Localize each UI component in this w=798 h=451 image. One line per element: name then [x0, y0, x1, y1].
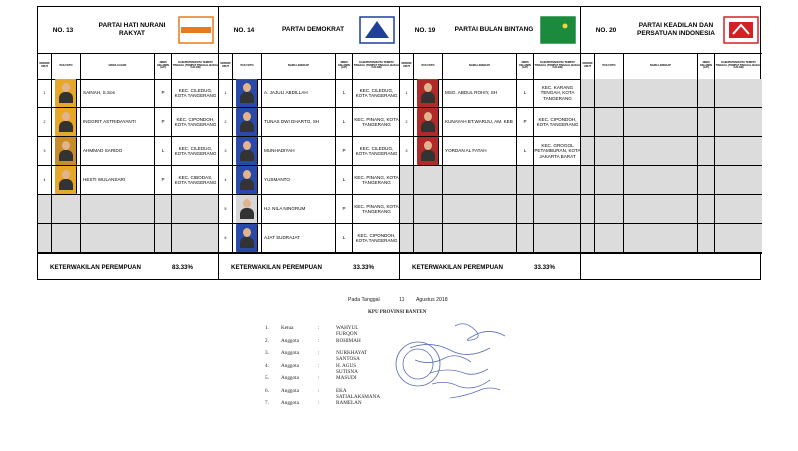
photo-head-icon	[243, 228, 251, 237]
empty-cell	[698, 79, 715, 107]
candidate-photo-cell	[233, 108, 262, 136]
header-no-urut: NOMOR URUT	[38, 53, 52, 79]
member-name: H. AGUS SUTISNA	[336, 362, 358, 375]
empty-row	[581, 137, 762, 166]
empty-cell	[715, 224, 762, 252]
header-kabupaten: KABUPATEN/KOTA TEMPAT TINGGAL (TEMPAT TINGGAL BAKAL CALON)	[534, 60, 581, 70]
candidate-name: HESTI WULANSARI	[81, 166, 155, 194]
header-no-urut: NOMOR URUT	[219, 53, 233, 79]
candidate-gender: L	[336, 224, 353, 252]
member-colon: :	[318, 337, 320, 344]
representation-row	[38, 253, 218, 280]
representation-value: 33.33%	[534, 263, 555, 271]
header-no-urut: NOMOR URUT	[581, 53, 595, 79]
candidate-photo	[417, 108, 439, 136]
candidate-gender: P	[336, 195, 353, 223]
empty-cell	[581, 137, 595, 165]
column-header-row	[581, 53, 762, 80]
photo-body-icon	[59, 92, 73, 103]
party-header	[219, 7, 399, 54]
empty-cell	[595, 195, 624, 223]
candidate-address: KEC. CILEDUG, KOTA TANGERANG	[174, 87, 217, 98]
empty-cell	[595, 108, 624, 136]
photo-head-icon	[62, 170, 70, 179]
member-number: 3.	[265, 350, 269, 356]
photo-body-icon	[240, 121, 254, 132]
candidate-gender: P	[155, 79, 172, 107]
header-no-urut: NOMOR URUT	[400, 53, 414, 79]
empty-cell	[443, 224, 517, 252]
candidate-gender: P	[155, 108, 172, 136]
header-nama: NAMA LENGKAP	[443, 53, 517, 79]
candidate-address: KEC. CIPONDOH, KOTA TANGERANG	[536, 116, 579, 127]
party-logo	[721, 15, 761, 45]
signing-date	[348, 297, 448, 303]
candidate-number: 6	[219, 224, 233, 252]
member-name: RAMELAN	[336, 400, 362, 406]
party-logo	[357, 15, 397, 45]
photo-head-icon	[62, 112, 70, 121]
member-number: 2.	[265, 337, 269, 344]
member-name: ROHIMAH	[336, 337, 361, 344]
candidate-photo-cell	[233, 137, 262, 165]
candidate-number: 2	[38, 108, 52, 136]
party-header	[400, 7, 580, 54]
candidate-address: KEC. PINANG, KOTA TANGERANG	[354, 116, 399, 127]
candidate-photo-cell	[233, 79, 262, 107]
empty-cell	[624, 166, 698, 194]
candidate-number: 1	[400, 79, 414, 107]
empty-cell	[534, 224, 581, 252]
signature-5	[432, 380, 490, 388]
candidate-gender: P	[336, 137, 353, 165]
member-name: EKA SATIALAKSMANA	[336, 387, 381, 400]
party-number: NO. 14	[233, 26, 255, 34]
member-name: WAHYUL FURQON	[336, 325, 359, 337]
empty-cell	[595, 137, 624, 165]
empty-cell	[414, 224, 443, 252]
empty-row	[581, 195, 762, 224]
member-role: Ketua	[281, 325, 294, 331]
empty-cell	[698, 108, 715, 136]
candidate-address: KEC. KARANG TENGAH, KOTA TANGERANG	[540, 84, 575, 101]
candidate-photo-cell	[52, 166, 81, 194]
empty-cell	[81, 224, 155, 252]
candidate-row	[38, 166, 218, 195]
party-number: NO. 20	[595, 26, 617, 34]
photo-head-icon	[62, 83, 70, 92]
member-name: NURKHAYAT SANTOSA	[336, 350, 368, 362]
representation-label: KETERWAKILAN PEREMPUAN	[231, 263, 322, 271]
member-role: Anggota	[281, 362, 299, 369]
demokrat-logo	[359, 16, 395, 44]
header-jenis-kelamin: JENIS KELAMIN (L/P)	[517, 53, 534, 79]
header-jenis-kelamin: JENIS KELAMIN (L/P)	[155, 53, 172, 79]
empty-cell	[443, 166, 517, 194]
candidate-number: 4	[219, 166, 233, 194]
empty-row	[581, 108, 762, 137]
member-name: MASUDI	[336, 375, 357, 381]
member-role: Anggota	[281, 350, 299, 356]
representation-label: KETERWAKILAN PEREMPUAN	[412, 263, 503, 271]
candidate-row	[400, 108, 580, 137]
column-header-row	[400, 53, 580, 80]
empty-cell	[52, 224, 81, 252]
member-role: Anggota	[281, 400, 299, 406]
stamp-inner-ring	[403, 349, 433, 379]
party-name: PARTAI HATI NURANI RAKYAT	[98, 22, 166, 37]
empty-cell	[534, 166, 581, 194]
empty-cell	[517, 166, 534, 194]
date-label: Pada Tanggal	[348, 297, 380, 303]
candidate-row	[219, 224, 399, 253]
candidate-name: SAINAH, S.Sos	[81, 79, 155, 107]
candidate-row	[219, 108, 399, 137]
candidate-gender: P	[517, 108, 534, 136]
pkpi-logo	[723, 16, 759, 44]
candidate-row	[219, 195, 399, 224]
empty-cell	[38, 224, 52, 252]
photo-head-icon	[243, 199, 251, 208]
empty-cell	[624, 79, 698, 107]
candidate-name: AJAT SUDRAJAT	[262, 224, 336, 252]
header-kabupaten: KABUPATEN/KOTA TEMPAT TINGGAL (TEMPAT TINGGAL BAKAL CALON)	[715, 60, 762, 70]
candidate-address: KEC. CILEDUG, KOTA TANGERANG	[174, 145, 217, 156]
signature-1	[455, 324, 505, 341]
candidate-name: YUSMANTO	[262, 166, 336, 194]
candidate-row	[400, 79, 580, 108]
photo-body-icon	[59, 150, 73, 161]
candidate-photo	[236, 224, 258, 252]
header-nama: NAMA LENGKAP	[624, 53, 698, 79]
member-number: 6.	[265, 387, 269, 394]
candidate-row	[219, 166, 399, 195]
candidate-photo	[236, 166, 258, 194]
member-colon: :	[318, 400, 320, 406]
empty-cell	[38, 195, 52, 223]
candidate-photo-cell	[414, 79, 443, 107]
signature-stamp-graphic	[360, 318, 530, 410]
empty-cell	[581, 195, 595, 223]
date-day: 11	[399, 297, 405, 303]
photo-body-icon	[59, 121, 73, 132]
member-colon: :	[318, 387, 320, 394]
candidate-gender: L	[336, 166, 353, 194]
candidate-row	[219, 79, 399, 108]
candidate-photo	[55, 79, 77, 107]
photo-head-icon	[424, 112, 432, 121]
empty-cell	[517, 224, 534, 252]
member-colon: :	[318, 375, 320, 381]
empty-cell	[81, 195, 155, 223]
candidate-photo-cell	[233, 195, 262, 223]
candidate-photo	[55, 108, 77, 136]
empty-cell	[595, 224, 624, 252]
empty-cell	[581, 79, 595, 107]
candidate-name: A. JAJULI ABDILLAH	[262, 79, 336, 107]
candidate-number: 2	[219, 108, 233, 136]
candidate-name: KUNAYAH BT.WARIJU, AM. KEB	[443, 108, 517, 136]
signature-6	[450, 388, 500, 398]
photo-head-icon	[243, 112, 251, 121]
party-logo	[176, 15, 216, 45]
candidate-row	[219, 137, 399, 166]
candidate-address: KEC. CIPONDOH, KOTA TANGERANG	[355, 232, 398, 243]
candidate-photo-cell	[414, 137, 443, 165]
candidate-number: 4	[38, 166, 52, 194]
candidate-photo	[417, 137, 439, 165]
photo-body-icon	[59, 179, 73, 190]
member-role: Anggota	[281, 387, 299, 394]
empty-row	[581, 79, 762, 108]
candidate-photo-cell	[233, 224, 262, 252]
photo-body-icon	[240, 92, 254, 103]
photo-body-icon	[240, 150, 254, 161]
candidate-gender: L	[155, 137, 172, 165]
candidate-name: MUNHADIYAH	[262, 137, 336, 165]
empty-row	[400, 224, 580, 253]
empty-cell	[698, 137, 715, 165]
empty-cell	[581, 166, 595, 194]
empty-row	[581, 166, 762, 195]
candidate-photo	[417, 79, 439, 107]
party-name: PARTAI BULAN BINTANG	[454, 26, 534, 34]
empty-cell	[581, 108, 595, 136]
header-pas-foto: PAS FOTO	[52, 53, 81, 79]
candidate-gender: L	[336, 108, 353, 136]
candidate-name: YORDAN AL FATAH	[443, 137, 517, 165]
party-number: NO. 13	[52, 26, 74, 34]
empty-cell	[698, 195, 715, 223]
empty-cell	[172, 195, 219, 223]
representation-row	[400, 253, 580, 280]
candidate-photo	[55, 166, 77, 194]
empty-cell	[715, 108, 762, 136]
candidate-name: AHMMAD SARIDO	[81, 137, 155, 165]
member-colon: :	[318, 325, 320, 331]
candidate-number: 1	[219, 79, 233, 107]
candidate-name: MSG. ABDUL ROHIY, SH	[443, 79, 517, 107]
empty-row	[581, 224, 762, 253]
date-month-year: Agustus 2018	[415, 297, 448, 303]
empty-cell	[52, 195, 81, 223]
header-pas-foto: PAS FOTO	[414, 53, 443, 79]
party-name: PARTAI DEMOKRAT	[281, 26, 345, 34]
candidate-address: KEC. CILEDUG, KOTA TANGERANG	[355, 145, 398, 156]
pbb-logo	[540, 16, 576, 44]
candidate-number: 5	[219, 195, 233, 223]
empty-cell	[400, 224, 414, 252]
photo-body-icon	[240, 208, 254, 219]
photo-head-icon	[243, 170, 251, 179]
candidate-table	[37, 6, 761, 280]
candidate-photo	[236, 79, 258, 107]
empty-cell	[400, 166, 414, 194]
candidate-photo	[236, 137, 258, 165]
member-role: Anggota	[281, 337, 299, 344]
representation-value: 83.33%	[172, 263, 193, 271]
member-number: 1.	[265, 325, 269, 331]
candidate-number: 3	[400, 137, 414, 165]
party-column	[38, 7, 219, 279]
photo-body-icon	[421, 150, 435, 161]
candidate-photo-cell	[52, 79, 81, 107]
empty-cell	[624, 224, 698, 252]
party-header	[581, 7, 762, 54]
empty-cell	[624, 137, 698, 165]
photo-body-icon	[240, 179, 254, 190]
candidate-gender: P	[155, 166, 172, 194]
empty-cell	[715, 166, 762, 194]
empty-cell	[595, 79, 624, 107]
candidate-photo-cell	[233, 166, 262, 194]
candidate-row	[38, 137, 218, 166]
hanura-logo	[178, 16, 214, 44]
candidate-number: 2	[400, 108, 414, 136]
candidate-address: KEC. PINANG, KOTA TANGERANG	[354, 203, 399, 214]
photo-head-icon	[243, 141, 251, 150]
candidate-row	[400, 137, 580, 166]
empty-cell	[400, 195, 414, 223]
photo-head-icon	[424, 141, 432, 150]
candidate-address: KEC. CIPONDOH, KOTA TANGERANG	[174, 116, 217, 127]
member-number: 4.	[265, 362, 269, 369]
photo-head-icon	[424, 83, 432, 92]
empty-cell	[715, 79, 762, 107]
candidate-number: 1	[38, 79, 52, 107]
member-number: 5.	[265, 375, 269, 381]
empty-cell	[698, 224, 715, 252]
empty-cell	[517, 195, 534, 223]
header-pas-foto: PAS FOTO	[595, 53, 624, 79]
empty-cell	[624, 195, 698, 223]
photo-body-icon	[240, 237, 254, 248]
member-colon: :	[318, 362, 320, 369]
party-column	[581, 7, 762, 279]
empty-cell	[715, 195, 762, 223]
representation-value: 33.33%	[353, 263, 374, 271]
photo-head-icon	[243, 83, 251, 92]
photo-body-icon	[421, 92, 435, 103]
empty-cell	[414, 195, 443, 223]
member-number: 7.	[265, 400, 269, 406]
representation-label: KETERWAKILAN PEREMPUAN	[50, 263, 141, 271]
signature-3	[415, 356, 471, 363]
empty-row	[38, 224, 218, 253]
photo-body-icon	[421, 121, 435, 132]
candidate-photo	[236, 195, 258, 223]
header-pas-foto: PAS FOTO	[233, 53, 262, 79]
empty-cell	[715, 137, 762, 165]
candidate-row	[38, 79, 218, 108]
empty-cell	[155, 224, 172, 252]
party-column	[400, 7, 581, 279]
empty-cell	[581, 224, 595, 252]
candidate-photo	[55, 137, 77, 165]
empty-cell	[534, 195, 581, 223]
candidate-name: TUNAS DWI DHARTO, SH	[262, 108, 336, 136]
candidate-name: HJ. NILA NINGRUM	[262, 195, 336, 223]
candidate-address: KEC. CIBODAS, KOTA TANGERANG	[174, 174, 217, 185]
member-colon: :	[318, 350, 320, 356]
empty-cell	[443, 195, 517, 223]
empty-row	[400, 195, 580, 224]
empty-cell	[624, 108, 698, 136]
header-kabupaten: KABUPATEN/KOTA TEMPAT TINGGAL (TEMPAT TINGGAL BAKAL CALON)	[172, 60, 219, 70]
candidate-gender: L	[517, 79, 534, 107]
candidate-gender: L	[517, 137, 534, 165]
candidate-row	[38, 108, 218, 137]
candidate-address: KEC. CILEDUG, KOTA TANGERANG	[355, 87, 398, 98]
candidate-number: 3	[219, 137, 233, 165]
column-header-row	[38, 53, 218, 80]
header-jenis-kelamin: JENIS KELAMIN (L/P)	[698, 53, 715, 79]
header-nama: NAMA LENGKAP	[262, 53, 336, 79]
party-header	[38, 7, 218, 54]
candidate-number: 3	[38, 137, 52, 165]
candidate-gender: L	[336, 79, 353, 107]
party-column	[219, 7, 400, 279]
party-number: NO. 19	[414, 26, 436, 34]
member-role: Anggota	[281, 375, 299, 381]
header-nama: NAMA CALON	[81, 53, 155, 79]
party-name: PARTAI KEADILAN DAN PERSATUAN INDONESIA	[637, 22, 715, 37]
header-kabupaten: KABUPATEN/KOTA TEMPAT TINGGAL (TEMPAT TINGGAL BAKAL CALON)	[353, 60, 400, 70]
photo-head-icon	[62, 141, 70, 150]
candidate-photo	[236, 108, 258, 136]
empty-cell	[595, 166, 624, 194]
empty-cell	[414, 166, 443, 194]
party-logo	[538, 15, 578, 45]
empty-cell	[155, 195, 172, 223]
candidate-photo-cell	[52, 137, 81, 165]
org-name: KPU PROVINSI BANTEN	[368, 310, 427, 315]
candidate-name: INGGRIT ASTRIDAYANTI	[81, 108, 155, 136]
empty-cell	[698, 166, 715, 194]
header-jenis-kelamin: JENIS KELAMIN (L/P)	[336, 53, 353, 79]
candidate-address: KEC. PINANG, KOTA TANGERANG	[354, 174, 399, 185]
empty-cell	[172, 224, 219, 252]
candidate-photo-cell	[52, 108, 81, 136]
empty-row	[38, 195, 218, 224]
candidate-address: KEC. GROGOL PETAMBURAN, KOTA JAKARTA BARAT	[534, 142, 581, 159]
representation-row	[581, 253, 762, 280]
empty-row	[400, 166, 580, 195]
column-header-row	[219, 53, 399, 80]
candidate-photo-cell	[414, 108, 443, 136]
representation-row	[219, 253, 399, 280]
